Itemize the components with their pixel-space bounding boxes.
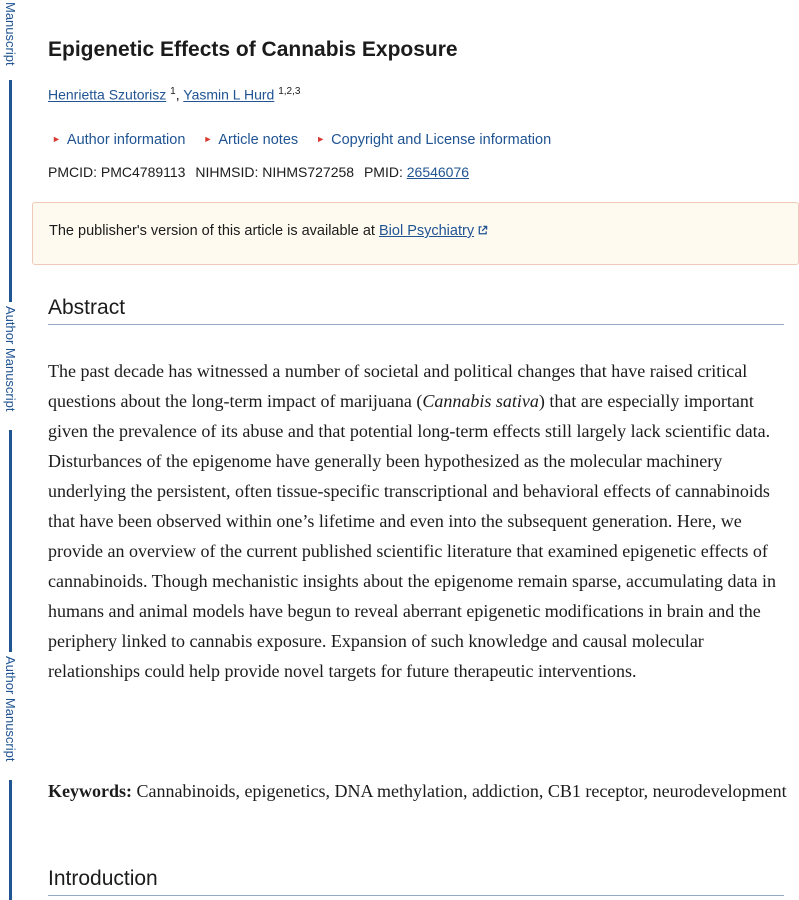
article-title: Epigenetic Effects of Cannabis Exposure	[48, 38, 458, 61]
author-manuscript-rail	[0, 0, 22, 900]
keywords-label: Keywords:	[48, 781, 132, 801]
author-affiliation: 1	[170, 86, 176, 97]
nihmsid-value: NIHMS727258	[262, 164, 355, 180]
publisher-link[interactable]: Biol Psychiatry	[378, 223, 475, 239]
author-separator: ,	[175, 86, 180, 103]
notice-text: The publisher's version of this article is available at	[49, 223, 375, 239]
keywords	[48, 776, 788, 807]
article-identifiers	[48, 164, 469, 180]
author-link[interactable]: Henrietta Szutorisz	[48, 86, 167, 103]
author-affiliation: 1,2,3	[278, 86, 301, 97]
publisher-version-notice	[32, 202, 799, 265]
copyright-link[interactable]: Copyright and License information	[331, 132, 552, 148]
author-list	[48, 86, 300, 103]
rail-label: Author Manuscript	[3, 306, 18, 412]
author-information-link[interactable]: Author information	[66, 132, 186, 148]
article-notes-link[interactable]: Article notes	[218, 132, 299, 148]
external-link-icon	[477, 225, 488, 236]
pmid-link[interactable]: 26546076	[406, 164, 470, 180]
abstract-text-part: The past decade has witnessed a number of societal and political changes that have raised critical questions about the long-term impact of marijuana (	[48, 361, 748, 411]
pmcid-label: PMCID:	[48, 164, 97, 180]
rail-label: Author Manuscript	[3, 656, 18, 762]
keywords-list: Cannabinoids, epigenetics, DNA methylation, addiction, CB1 receptor, neurodevelopment	[136, 781, 787, 801]
pmid-label: PMID:	[363, 164, 403, 180]
article-info-links	[52, 132, 565, 148]
rail-label: Manuscript	[3, 2, 18, 66]
rail-line	[9, 780, 12, 900]
abstract-italic: Cannabis sativa	[422, 391, 539, 411]
abstract-text	[48, 356, 788, 686]
abstract-heading: Abstract	[48, 296, 784, 325]
rail-line	[9, 80, 12, 302]
pmcid-value: PMC4789113	[100, 164, 186, 180]
triangle-right-icon: ►	[316, 134, 326, 144]
triangle-right-icon: ►	[52, 134, 61, 144]
abstract-text-part: ) that are especially important given the prevalence of its abuse and that potential long-term effects still largely lack scientific data. Disturbances of the epigenome have generally been hypothesized as the molecular machinery underlying the persistent, often tissue-specific transcriptional and behavioral effects of cannabinoids that have been observed within one’s lifetime and even into the subsequent generation. Here, we provide an overview of the current published scientific literature that examined epigenetic effects of cannabinoids. Though mechanistic insights about the epigenome remain sparse, accumulating data in humans and animal models have begun to reveal aberrant epigenetic modifications in brain and the periphery linked to cannabis exposure. Expansion of such knowledge and causal molecular relationships could help provide novel targets for future therapeutic interventions.	[48, 391, 776, 681]
author-link[interactable]: Yasmin L Hurd	[183, 86, 275, 103]
rail-line	[9, 430, 12, 652]
nihmsid-label: NIHMSID:	[195, 164, 259, 180]
introduction-heading: Introduction	[48, 867, 784, 896]
triangle-right-icon: ►	[203, 134, 213, 144]
